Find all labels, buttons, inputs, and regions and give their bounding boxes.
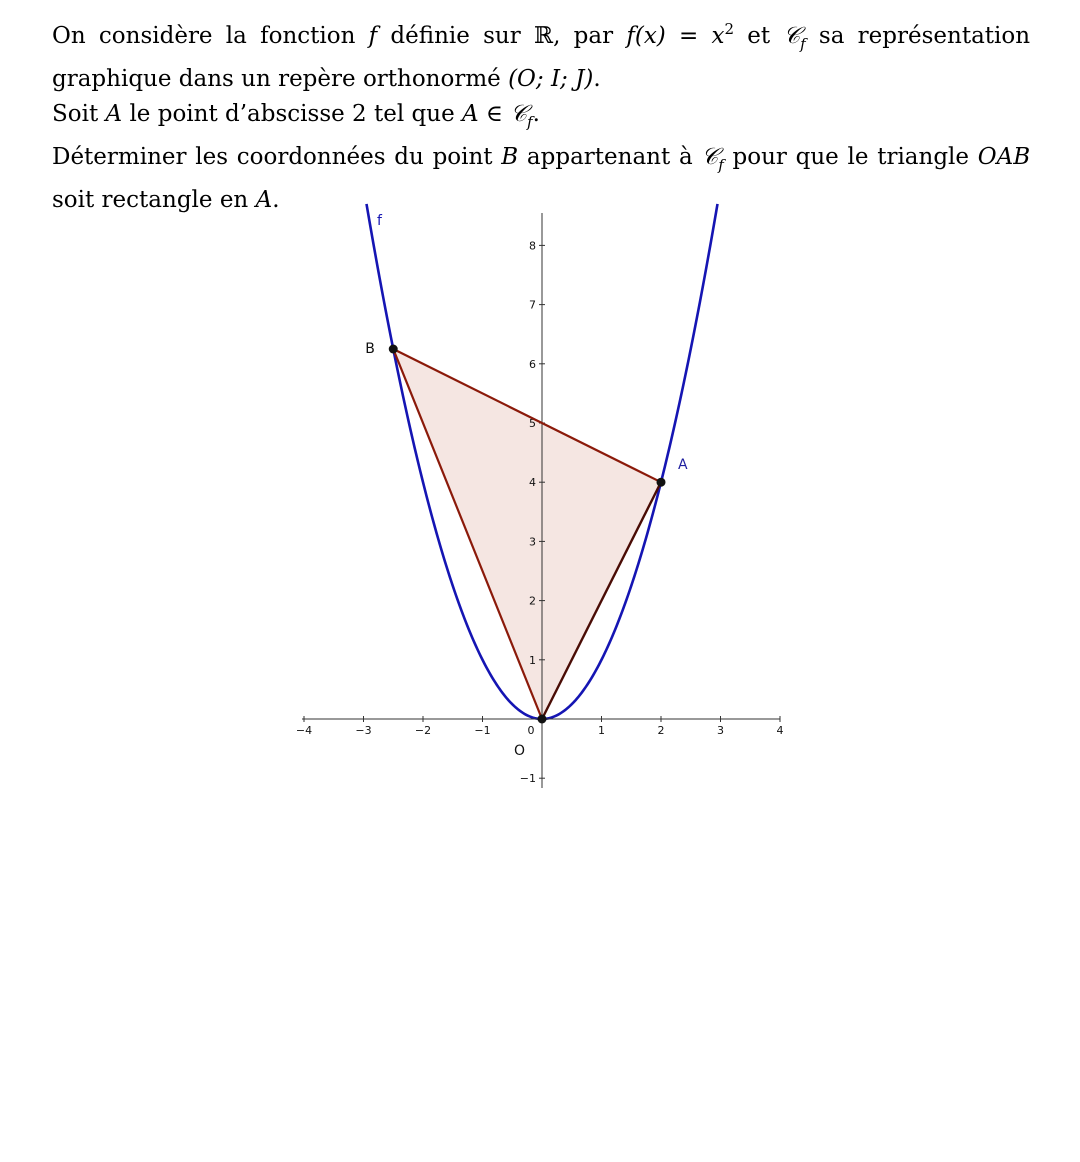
word: par — [573, 23, 614, 49]
point-B — [389, 345, 398, 354]
math-curve: 𝒞 — [783, 23, 801, 49]
word: sa — [818, 23, 845, 49]
x-tick-label: 0 — [527, 724, 535, 737]
y-tick-label: 4 — [529, 476, 536, 490]
point-O — [538, 715, 547, 724]
text: . — [272, 187, 280, 213]
y-tick-label: 2 — [529, 594, 536, 608]
math-exponent: 2 — [724, 20, 735, 38]
math-subscript: f — [800, 35, 806, 53]
word: le — [847, 144, 869, 170]
x-tick-label: 2 — [657, 724, 665, 737]
text: le point d’abscisse 2 tel que — [122, 101, 462, 127]
math-subscript: f — [718, 156, 724, 174]
word: représentation — [857, 23, 1031, 49]
x-tick-label: −1 — [474, 724, 491, 737]
word: triangle — [877, 144, 970, 170]
point-B-label: B — [365, 341, 375, 357]
x-tick-label: −3 — [355, 724, 372, 737]
math-fx: f(x) = x — [626, 23, 725, 49]
x-tick-label: 3 — [717, 724, 724, 737]
y-tick-label: 1 — [529, 653, 536, 667]
word: et — [747, 23, 771, 49]
x-tick-label: −4 — [295, 724, 313, 737]
word: point — [432, 144, 493, 170]
text: soit rectangle en — [52, 187, 256, 213]
triangle-OAB — [393, 349, 661, 719]
word: pour — [732, 144, 787, 170]
y-tick-label: 7 — [529, 298, 536, 312]
math-f: f — [368, 23, 378, 49]
word: fonction — [260, 23, 356, 49]
text: . — [593, 66, 601, 92]
origin-label: O — [514, 743, 526, 759]
math-frame: (O; I; J) — [508, 66, 594, 92]
y-tick-label: 5 — [529, 417, 536, 430]
word: sur — [483, 23, 521, 49]
y-tick-label: −1 — [519, 772, 536, 786]
x-tick-label: 1 — [598, 724, 605, 737]
math-curve: 𝒞 — [510, 101, 528, 127]
point-A — [657, 478, 666, 487]
word: à — [678, 144, 693, 170]
y-tick-label: 3 — [529, 535, 536, 549]
y-tick-label: 6 — [529, 357, 536, 371]
word: définie — [390, 23, 470, 49]
word: appartenant — [526, 144, 671, 170]
word: du — [394, 144, 424, 170]
math-membership: A ∈ — [462, 101, 511, 127]
point-A-label: A — [678, 457, 688, 474]
word: On — [52, 23, 86, 49]
text: graphique dans un repère orthonormé — [52, 66, 509, 92]
x-tick-label: −2 — [414, 724, 432, 737]
word: considère — [98, 23, 213, 49]
word: Déterminer — [52, 144, 187, 170]
math-A: A — [255, 187, 273, 213]
math-curve: 𝒞 — [701, 144, 719, 170]
math-B: B — [501, 144, 519, 170]
word: que — [795, 144, 839, 170]
text: Soit — [52, 101, 106, 127]
math-OAB: OAB — [977, 144, 1031, 170]
curve-label: f — [377, 213, 382, 229]
word: les — [195, 144, 229, 170]
text: . — [532, 101, 540, 127]
math-A: A — [105, 101, 123, 127]
word: coordonnées — [236, 144, 386, 170]
math-reals: ℝ, — [533, 23, 561, 49]
x-tick-label: 4 — [776, 724, 784, 737]
word: la — [225, 23, 247, 49]
y-tick-label: 8 — [529, 239, 536, 253]
math-subscript: f — [527, 113, 533, 131]
